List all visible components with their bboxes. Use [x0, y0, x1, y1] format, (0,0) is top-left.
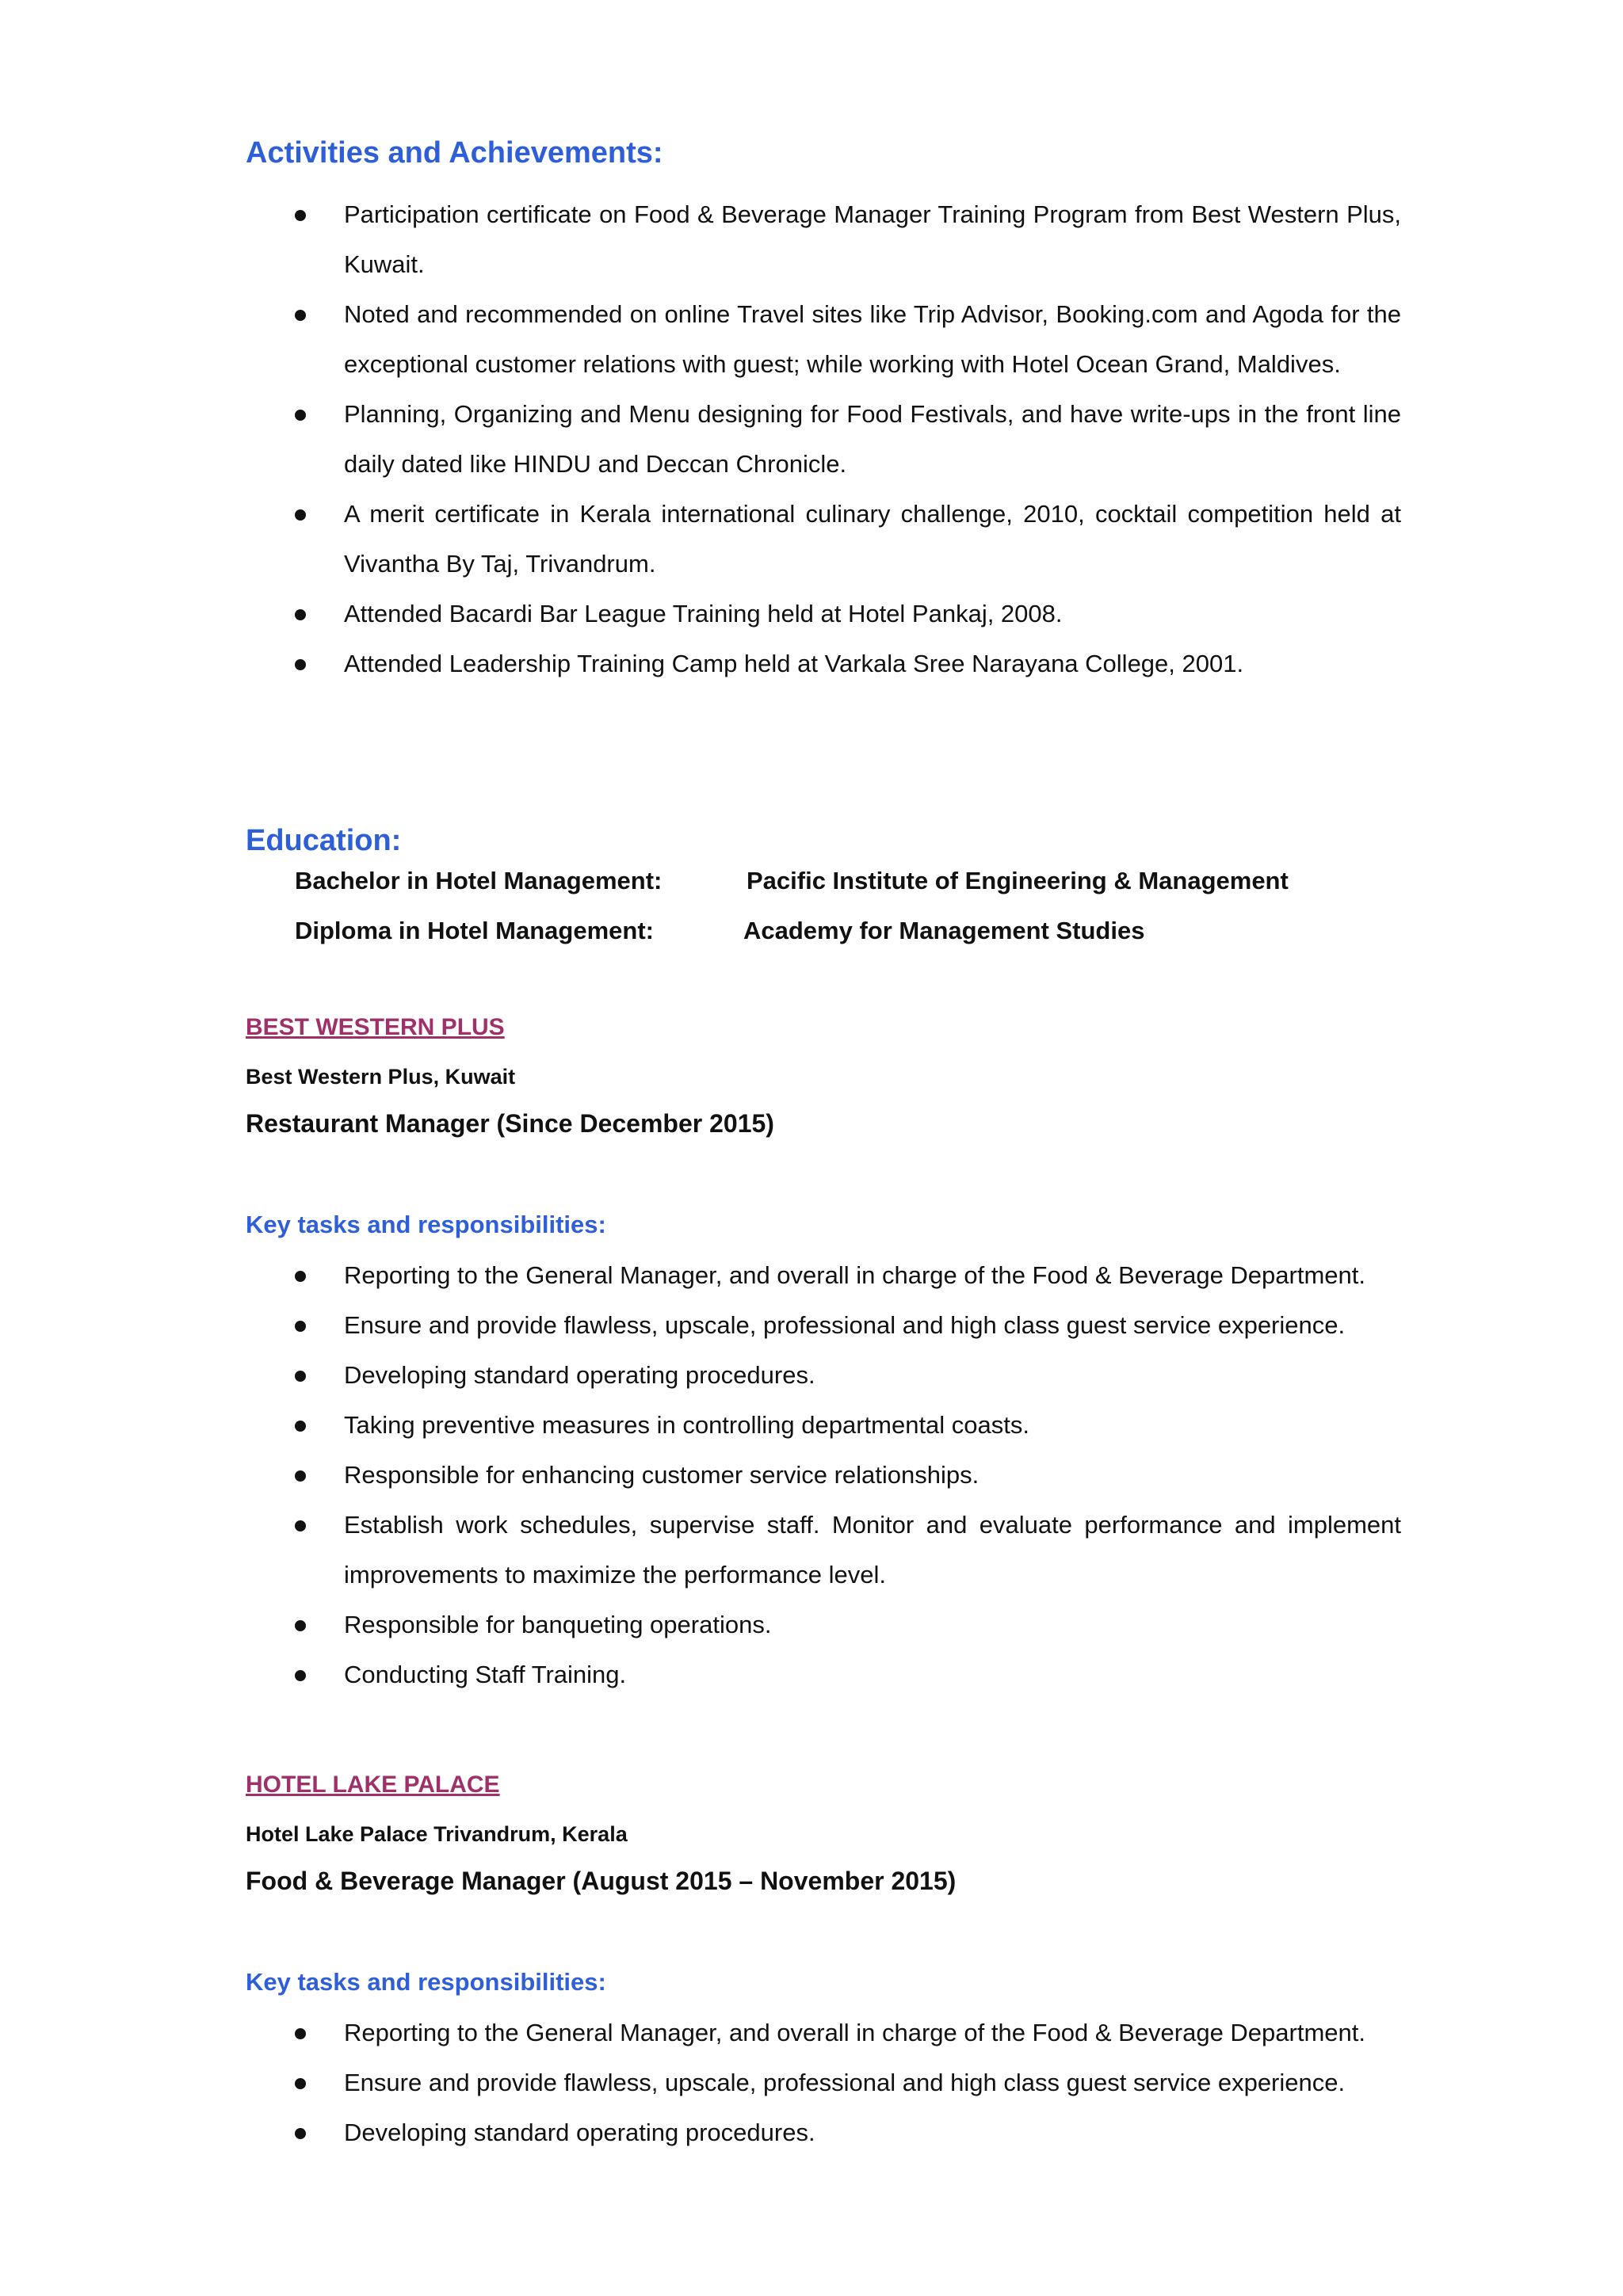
bullet-icon [295, 210, 306, 221]
bullet-icon [295, 609, 306, 620]
list-item: Reporting to the General Manager, and overall in charge of the Food & Beverage Department. [246, 2008, 1401, 2058]
bullet-icon [295, 1520, 306, 1531]
list-item: Attended Leadership Training Camp held at Varkala Sree Narayana College, 2001. [246, 639, 1401, 688]
bullet-icon [295, 310, 306, 321]
list-item: Responsible for enhancing customer service relationships. [246, 1450, 1401, 1500]
list-item: Ensure and provide flawless, upscale, professional and high class guest service experience. [246, 1300, 1401, 1350]
list-item: Planning, Organizing and Menu designing for Food Festivals, and have write-ups in the front line daily dated like HINDU and Deccan Chronicle. [246, 389, 1401, 489]
tasks-heading: Key tasks and responsibilities: [246, 1968, 606, 1996]
list-item: Conducting Staff Training. [246, 1650, 1401, 1699]
tasks-list [246, 1250, 1401, 1699]
job-role: Food & Beverage Manager (August 2015 – November 2015) [246, 1867, 957, 1895]
bullet-icon [295, 1371, 306, 1382]
list-item: Noted and recommended on online Travel sites like Trip Advisor, Booking.com and Agoda for the exceptional customer relations with guest; while working with Hotel Ocean Grand, Maldives. [246, 289, 1401, 389]
activities-list [246, 189, 1401, 688]
list-item: Attended Bacardi Bar League Training held at Hotel Pankaj, 2008. [246, 589, 1401, 639]
list-item: Establish work schedules, supervise staff. Monitor and evaluate performance and implement improvements to maximize the performance level. [246, 1500, 1401, 1600]
bullet-icon [295, 1421, 306, 1432]
job-role: Restaurant Manager (Since December 2015) [246, 1109, 774, 1138]
education-table [246, 856, 1401, 955]
bullet-icon [295, 2128, 306, 2139]
list-item: A merit certificate in Kerala international culinary challenge, 2010, cocktail competition held at Vivantha By Taj, Trivandrum. [246, 489, 1401, 589]
list-item: Reporting to the General Manager, and overall in charge of the Food & Beverage Department. [246, 1250, 1401, 1300]
degree-label: Diploma in Hotel Management: [295, 917, 654, 944]
bullet-icon [295, 2078, 306, 2089]
bullet-icon [295, 2028, 306, 2039]
bullet-icon [295, 1620, 306, 1631]
education-heading: Education: [246, 824, 402, 857]
bullet-icon [295, 1470, 306, 1482]
institute-label: Academy for Management Studies [743, 917, 1145, 944]
education-row [246, 906, 1401, 955]
tasks-list [246, 2008, 1401, 2157]
list-item: Responsible for banqueting operations. [246, 1600, 1401, 1650]
list-item: Developing standard operating procedures. [246, 1350, 1401, 1400]
education-row [246, 856, 1401, 906]
list-item: Ensure and provide flawless, upscale, professional and high class guest service experience. [246, 2058, 1401, 2107]
bullet-icon [295, 1271, 306, 1282]
degree-label: Bachelor in Hotel Management: [295, 867, 663, 894]
company-name: BEST WESTERN PLUS [246, 1014, 505, 1040]
company-name: HOTEL LAKE PALACE [246, 1772, 500, 1798]
company-location: Best Western Plus, Kuwait [246, 1065, 516, 1089]
bullet-icon [295, 410, 306, 421]
bullet-icon [295, 1321, 306, 1332]
list-item: Taking preventive measures in controlling departmental coasts. [246, 1400, 1401, 1450]
bullet-icon [295, 1670, 306, 1681]
bullet-icon [295, 509, 306, 521]
bullet-icon [295, 659, 306, 670]
company-location: Hotel Lake Palace Trivandrum, Kerala [246, 1822, 628, 1846]
activities-heading: Activities and Achievements: [246, 136, 663, 170]
list-item: Developing standard operating procedures. [246, 2107, 1401, 2157]
institute-label: Pacific Institute of Engineering & Management [747, 867, 1289, 894]
tasks-heading: Key tasks and responsibilities: [246, 1211, 606, 1238]
list-item: Participation certificate on Food & Beverage Manager Training Program from Best Western Plus, Kuwait. [246, 189, 1401, 289]
